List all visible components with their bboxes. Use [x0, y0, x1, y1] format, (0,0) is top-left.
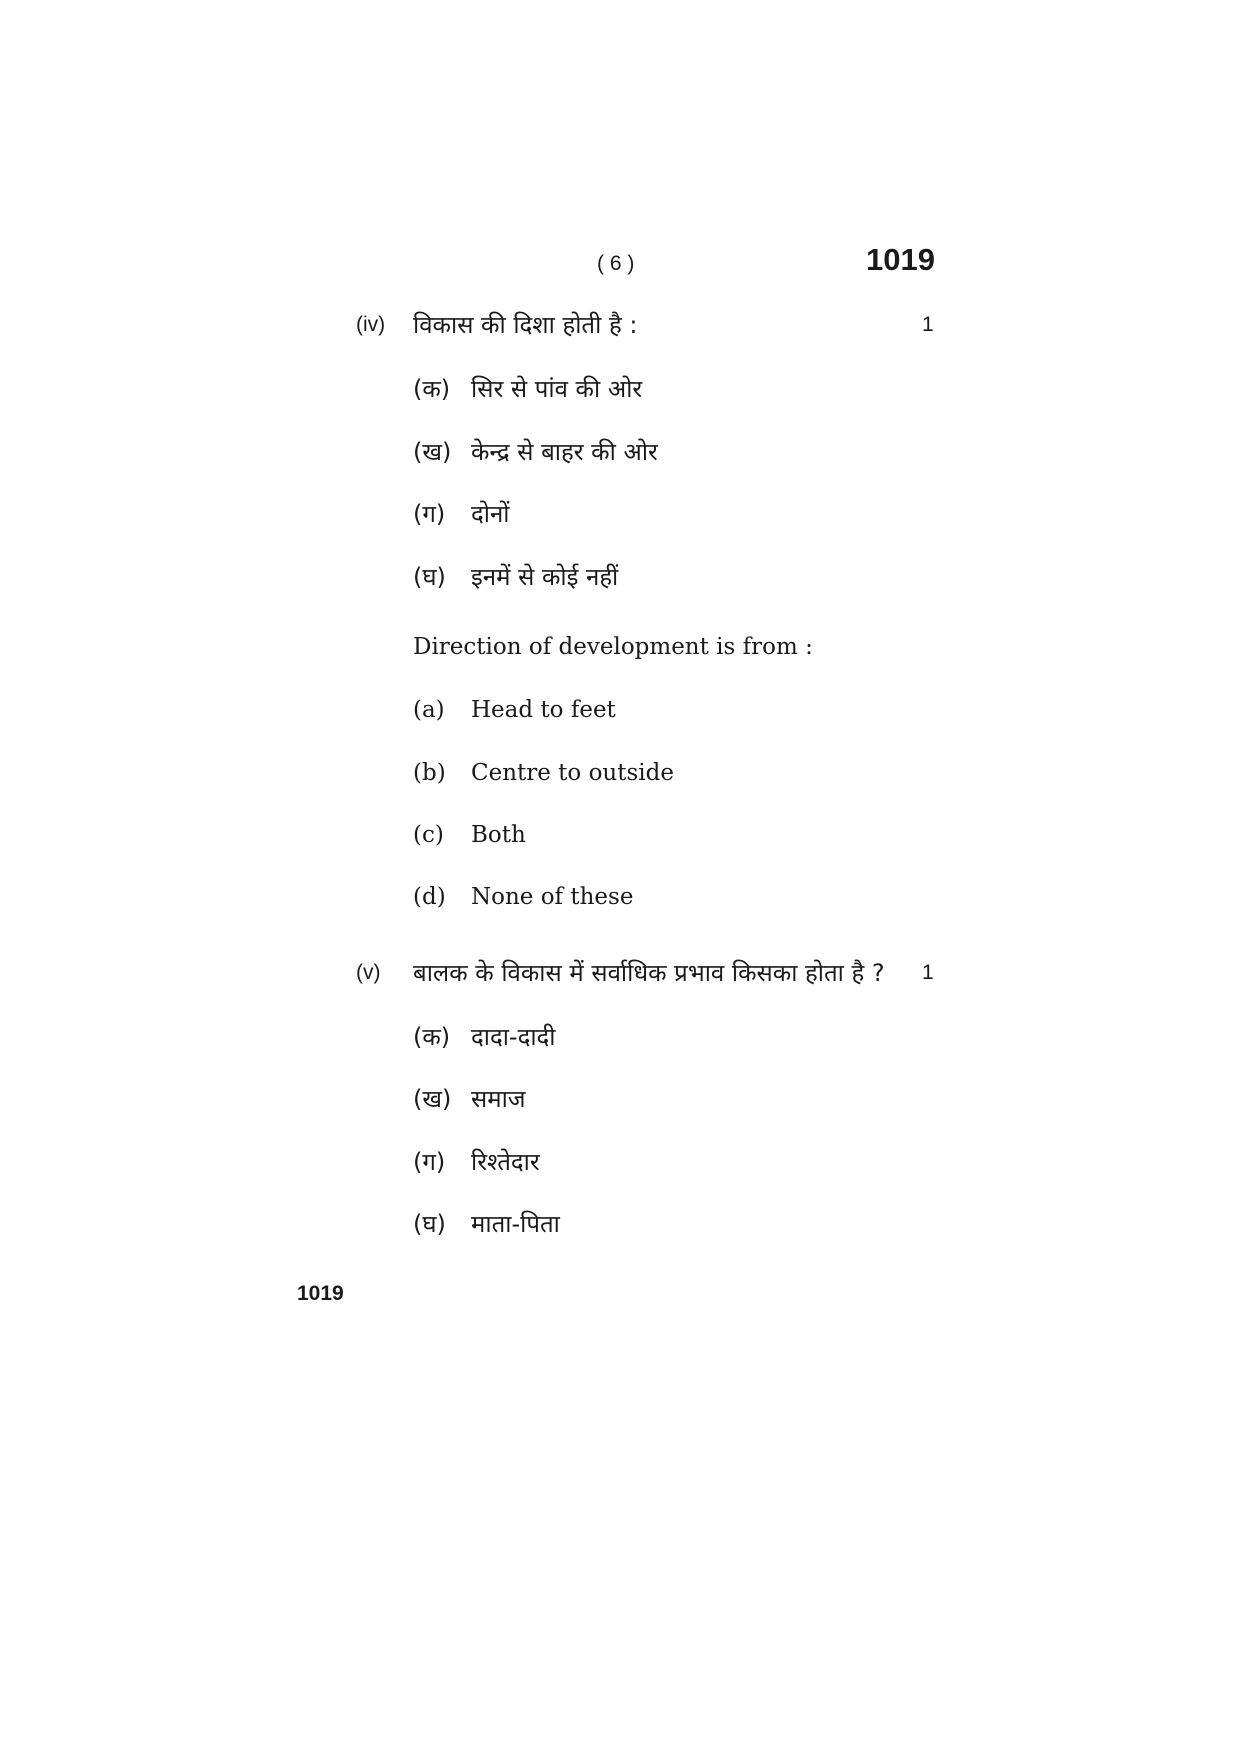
paper-code-footer: 1019 [297, 1282, 344, 1305]
page-number: ( 6 ) [597, 252, 635, 275]
option-text: Both [471, 822, 526, 848]
paper-code-header: 1019 [866, 242, 935, 277]
option-text: Centre to outside [471, 760, 674, 786]
option-text: None of these [471, 884, 634, 910]
question-text-english: Direction of development is from : [413, 634, 813, 660]
option-label: (b) [413, 760, 446, 786]
option-label: (ख) [413, 438, 452, 466]
option-label: (ग) [413, 500, 446, 528]
question-number: (v) [356, 961, 381, 984]
option-label: (d) [413, 884, 446, 910]
option-text: सिर से पांव की ओर [471, 375, 643, 403]
option-text: दादा-दादी [471, 1023, 556, 1051]
option-text: दोनों [471, 500, 510, 528]
option-label: (घ) [413, 563, 446, 591]
option-label: (a) [413, 697, 445, 723]
option-text: Head to feet [471, 697, 616, 723]
option-label: (ख) [413, 1085, 452, 1113]
question-number: (iv) [356, 313, 386, 336]
option-label: (ग) [413, 1148, 446, 1176]
question-marks: 1 [922, 961, 934, 984]
question-text-hindi: बालक के विकास में सर्वाधिक प्रभाव किसका होता है ? [413, 959, 885, 987]
option-label: (घ) [413, 1210, 446, 1238]
option-text: रिश्तेदार [471, 1148, 540, 1176]
option-text: माता-पिता [471, 1210, 560, 1238]
option-label: (क) [413, 375, 451, 403]
option-label: (c) [413, 822, 444, 848]
option-label: (क) [413, 1023, 451, 1051]
option-text: केन्द्र से बाहर की ओर [471, 438, 658, 466]
question-text-hindi: विकास की दिशा होती है : [413, 311, 638, 339]
option-text: समाज [471, 1085, 526, 1113]
question-marks: 1 [922, 313, 934, 336]
option-text: इनमें से कोई नहीं [471, 563, 619, 591]
